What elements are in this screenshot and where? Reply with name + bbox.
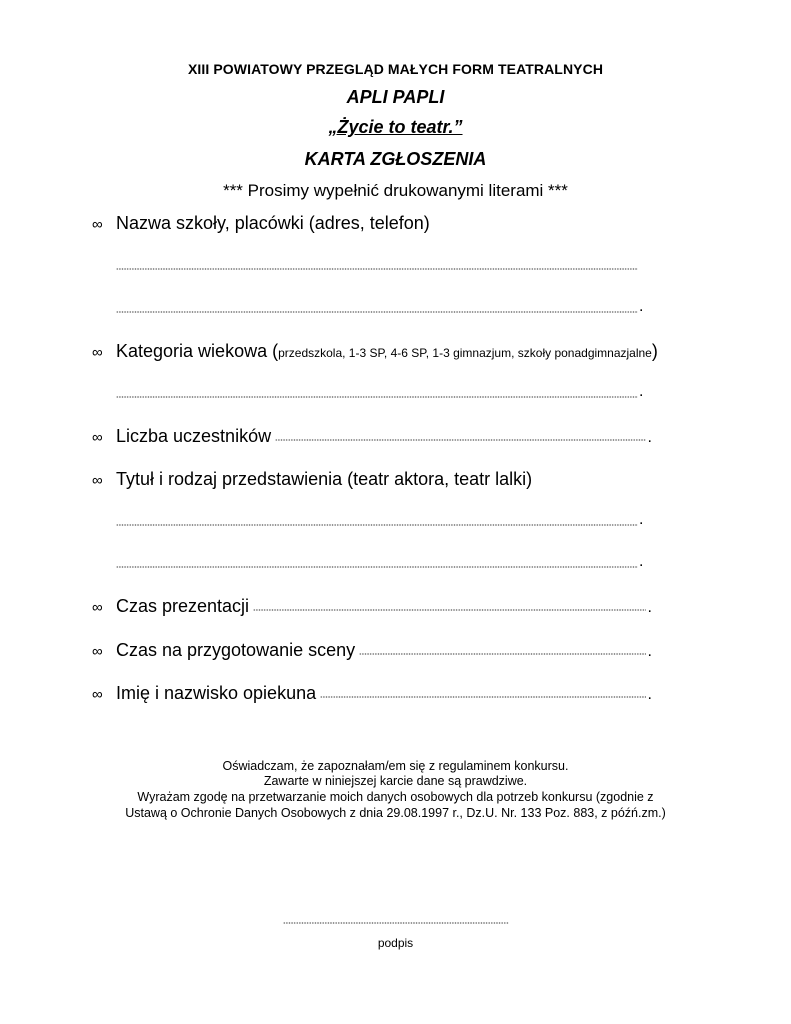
guardian-fill-line[interactable] — [320, 696, 645, 698]
duration-fill-line[interactable] — [253, 609, 645, 611]
infinity-bullet-icon: ∞ — [92, 216, 103, 233]
line-end-period: . — [647, 429, 652, 446]
infinity-bullet-icon: ∞ — [92, 643, 103, 660]
declaration-line-2: Zawarte w niniejszej karcie dane są prawdziwe. — [263, 774, 528, 788]
signature-label: podpis — [377, 936, 414, 950]
field-title-type — [92, 469, 652, 490]
line-end-period: . — [647, 643, 652, 660]
line-end-period: . — [639, 383, 644, 400]
form-title: KARTA ZGŁOSZENIA — [304, 149, 487, 169]
school-fill-line-1[interactable] — [116, 268, 638, 270]
field-duration — [92, 596, 652, 617]
field-school — [92, 213, 652, 234]
line-end-period: . — [639, 511, 644, 528]
age-category-close-paren: ) — [651, 341, 658, 361]
event-motto: „Życie to teatr.” — [328, 117, 463, 137]
infinity-bullet-icon: ∞ — [92, 686, 103, 703]
infinity-bullet-icon: ∞ — [92, 344, 103, 361]
field-participants — [92, 426, 652, 447]
signature-fill-line[interactable] — [283, 922, 509, 924]
age-category-options: przedszkola, 1-3 SP, 4-6 SP, 1-3 gimnazjum, szkoły ponadgimnazjalne — [278, 346, 652, 360]
infinity-bullet-icon: ∞ — [92, 599, 103, 616]
line-end-period: . — [647, 686, 652, 703]
field-school-label: Nazwa szkoły, placówki (adres, telefon) — [116, 213, 430, 233]
declaration-line-1: Oświadczam, że zapoznałam/em się z regulaminem konkursu. — [222, 759, 569, 773]
event-title: APLI PAPLI — [346, 87, 445, 107]
declaration-line-3: Wyrażam zgodę na przetwarzanie moich danych osobowych dla potrzeb konkursu (zgodnie z — [137, 790, 654, 804]
festival-heading: XIII POWIATOWY PRZEGLĄD MAŁYCH FORM TEATRALNYCH — [187, 61, 604, 77]
infinity-bullet-icon: ∞ — [92, 472, 103, 489]
field-stage-prep-label: Czas na przygotowanie sceny — [116, 640, 356, 660]
fill-instruction: *** Prosimy wypełnić drukowanymi literami *** — [223, 181, 568, 200]
field-stage-prep — [92, 640, 652, 661]
title-type-fill-line-2[interactable] — [116, 566, 638, 568]
field-guardian-label: Imię i nazwisko opiekuna — [116, 683, 317, 703]
stage-prep-fill-line[interactable] — [359, 653, 645, 655]
line-end-period: . — [639, 298, 644, 315]
field-duration-label: Czas prezentacji — [116, 596, 250, 616]
participants-fill-line[interactable] — [275, 439, 645, 441]
field-guardian — [92, 683, 652, 704]
age-category-fill-line[interactable] — [116, 396, 638, 398]
infinity-bullet-icon: ∞ — [92, 429, 103, 446]
school-fill-line-2[interactable] — [116, 311, 638, 313]
field-age-category-label: Kategoria wiekowa ( — [116, 341, 279, 361]
line-end-period: . — [639, 553, 644, 570]
line-end-period: . — [647, 599, 652, 616]
declaration-line-4: Ustawą o Ochronie Danych Osobowych z dnia 29.08.1997 r., Dz.U. Nr. 133 Poz. 883, z późń.zm.) — [125, 806, 666, 820]
field-participants-label: Liczba uczestników — [116, 426, 272, 446]
title-type-fill-line-1[interactable] — [116, 524, 638, 526]
field-title-type-label: Tytuł i rodzaj przedstawienia (teatr aktora, teatr lalki) — [116, 469, 533, 489]
field-age-category — [92, 341, 712, 362]
